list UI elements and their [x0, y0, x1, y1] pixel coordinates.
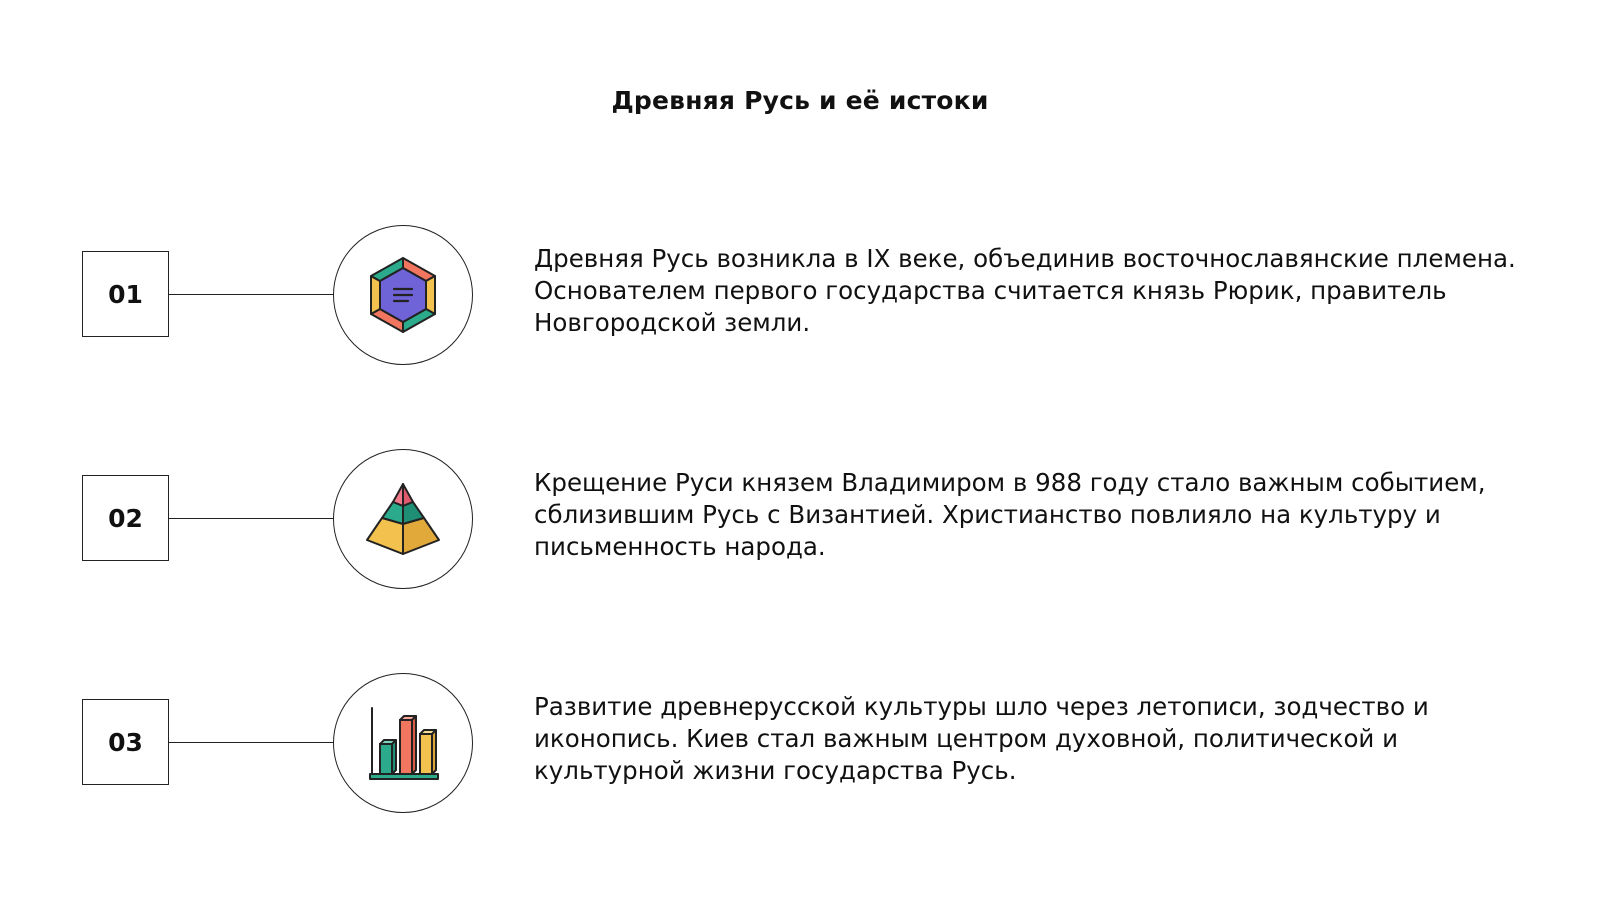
item-description: Крещение Руси князем Владимиром в 988 году стало важным событием, сблизившим Русь с Византией. Христианство повлияло на культуру и письменность народа.: [534, 468, 1486, 561]
icon-circle: [333, 449, 473, 589]
bar-chart-icon: [362, 702, 444, 784]
icon-circle: [333, 225, 473, 365]
step-number: 03: [108, 727, 143, 757]
list-item: [0, 449, 1600, 589]
connector-line: [169, 742, 334, 743]
list-item: [0, 225, 1600, 365]
step-number-box: [82, 251, 169, 337]
pyramid-icon: [362, 478, 444, 560]
step-number-box: [82, 475, 169, 561]
step-number: 01: [108, 279, 143, 309]
icon-circle: [333, 673, 473, 813]
item-description: Развитие древнерусской культуры шло через летописи, зодчество и иконопись. Киев стал важным центром духовной, политической и культурной жизни государства Русь.: [534, 692, 1429, 785]
step-number: 02: [108, 503, 143, 533]
connector-line: [169, 294, 334, 295]
page-title: Древняя Русь и её истоки: [611, 86, 989, 115]
connector-line: [169, 518, 334, 519]
list-item: [0, 673, 1600, 813]
item-description: Древняя Русь возникла в IX веке, объединив восточнославянские племена. Основателем первого государства считается князь Рюрик, правитель Новгородской земли.: [534, 244, 1516, 337]
step-number-box: [82, 699, 169, 785]
hexagon-document-icon: [362, 254, 444, 336]
